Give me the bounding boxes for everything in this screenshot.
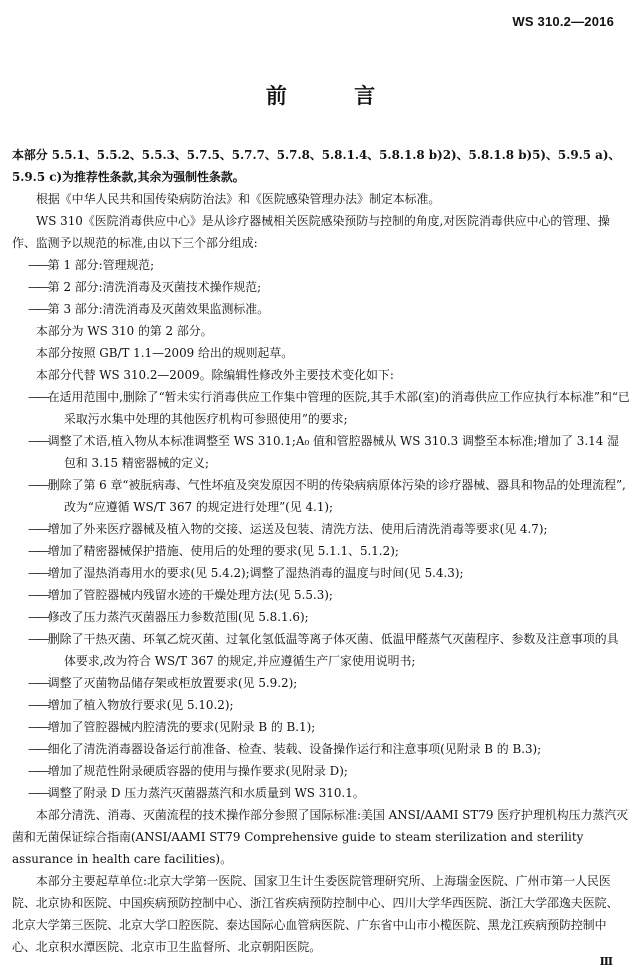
scope-paragraph: WS 310《医院消毒供应中心》是从诊疗器械相关医院感染预防与控制的角度,对医院消毒供应中心的管理、操作、监测予以规范的标准,由以下三个部分组成: (12, 214, 610, 250)
lead-paragraph: 本部分 5.5.1、5.5.2、5.5.3、5.7.5、5.7.7、5.7.8、5.8.1.4、5.8.1.8 b)2)、5.8.1.8 b)5)、5.9.5 a)、5.9.5 c)为推荐性条款,其余为强制性条款。 (12, 148, 621, 184)
change-list-item: ——增加了规范性附录硬质容器的使用与操作要求(见附录 D); (28, 764, 348, 778)
part-list-item: ——第 1 部分:管理规范; (28, 258, 155, 272)
standard-code: WS 310.2—2016 (512, 14, 614, 29)
change-list-item: ——修改了压力蒸汽灭菌器压力参数范围(见 5.8.1.6); (28, 610, 309, 624)
change-list-item: ——删除了第 6 章“被朊病毒、气性坏疽及突发原因不明的传染病病原体污染的诊疗器械、器具和物品的处理流程”,改为“应遵循 WS/T 367 的规定进行处理”(见 4.1); (28, 478, 626, 514)
change-list-item: ——调整了术语,植入物从本标准调整至 WS 310.1;A₀ 值和管腔器械从 WS 310.3 调整至本标准;增加了 3.14 湿包和 3.15 精密器械的定义; (28, 434, 619, 470)
reference-paragraph: 本部分清洗、消毒、灭菌流程的技术操作部分参照了国际标准:美国 ANSI/AAMI ST79 医疗护理机构压力蒸汽灭菌和无菌保证综合指南(ANSI/AAMI ST79 Comprehensive guide to steam sterilization and sterility assurance in health care facilities)。 (12, 808, 629, 866)
drafters-paragraph: 本部分主要起草单位:北京大学第一医院、国家卫生计生委医院管理研究所、上海瑞金医院、广州市第一人民医院、北京协和医院、中国疾病预防控制中心、浙江省疾病预防控制中心、四川大学华西医院、浙江大学邵逸夫医院、北京大学第三医院、北京大学口腔医院、泰达国际心血管病医院、广东省中山市小榄医院、黑龙江疾病预防控制中心、北京积水潭医院、北京市卫生监督所、北京朝阳医院。 (12, 874, 619, 954)
change-list-item: ——在适用范围中,删除了“暂未实行消毒供应工作集中管理的医院,其手术部(室)的消毒供应工作应执行本标准”和“已采取污水集中处理的其他医疗机构可参照使用”的要求; (28, 390, 630, 426)
replaces-paragraph: 本部分代替 WS 310.2—2009。除编辑性修改外主要技术变化如下: (36, 368, 394, 382)
part-list-item: ——第 2 部分:清洗消毒及灭菌技术操作规范; (28, 280, 262, 294)
change-list-item: ——细化了清洗消毒器设备运行前准备、检查、装载、设备操作运行和注意事项(见附录 B 的 B.3); (28, 742, 542, 756)
document-body (12, 144, 630, 958)
drafting-rule-paragraph: 本部分按照 GB/T 1.1—2009 给出的规则起草。 (36, 346, 294, 360)
change-list-item: ——增加了湿热消毒用水的要求(见 5.4.2);调整了湿热消毒的温度与时间(见 5.4.3); (28, 566, 464, 580)
basis-paragraph: 根据《中华人民共和国传染病防治法》和《医院感染管理办法》制定本标准。 (36, 192, 441, 206)
change-list-item: ——删除了干热灭菌、环氧乙烷灭菌、过氧化氢低温等离子体灭菌、低温甲醛蒸气灭菌程序、参数及注意事项的具体要求,改为符合 WS/T 367 的规定,并应遵循生产厂家使用说明书; (28, 632, 619, 668)
change-list-item: ——增加了植入物放行要求(见 5.10.2); (28, 698, 234, 712)
change-list-item: ——调整了灭菌物品储存架或柜放置要求(见 5.9.2); (28, 676, 298, 690)
change-list-item: ——增加了精密器械保护措施、使用后的处理的要求(见 5.1.1、5.1.2); (28, 544, 399, 558)
change-list-item: ——增加了管腔器械内腔清洗的要求(见附录 B 的 B.1); (28, 720, 316, 734)
part-list-item: ——第 3 部分:清洗消毒及灭菌效果监测标准。 (28, 302, 270, 316)
page-title: 前 言 (265, 84, 406, 108)
change-list-item: ——增加了管腔器械内残留水迹的干燥处理方法(见 5.5.3); (28, 588, 333, 602)
part-note-paragraph: 本部分为 WS 310 的第 2 部分。 (36, 324, 213, 338)
page-number: Ⅲ (599, 955, 613, 968)
change-list-item: ——增加了外来医疗器械及植入物的交接、运送及包装、清洗方法、使用后清洗消毒等要求(见 4.7); (28, 522, 548, 536)
change-list-item: ——调整了附录 D 压力蒸汽灭菌器蒸汽和水质量到 WS 310.1。 (28, 786, 365, 800)
